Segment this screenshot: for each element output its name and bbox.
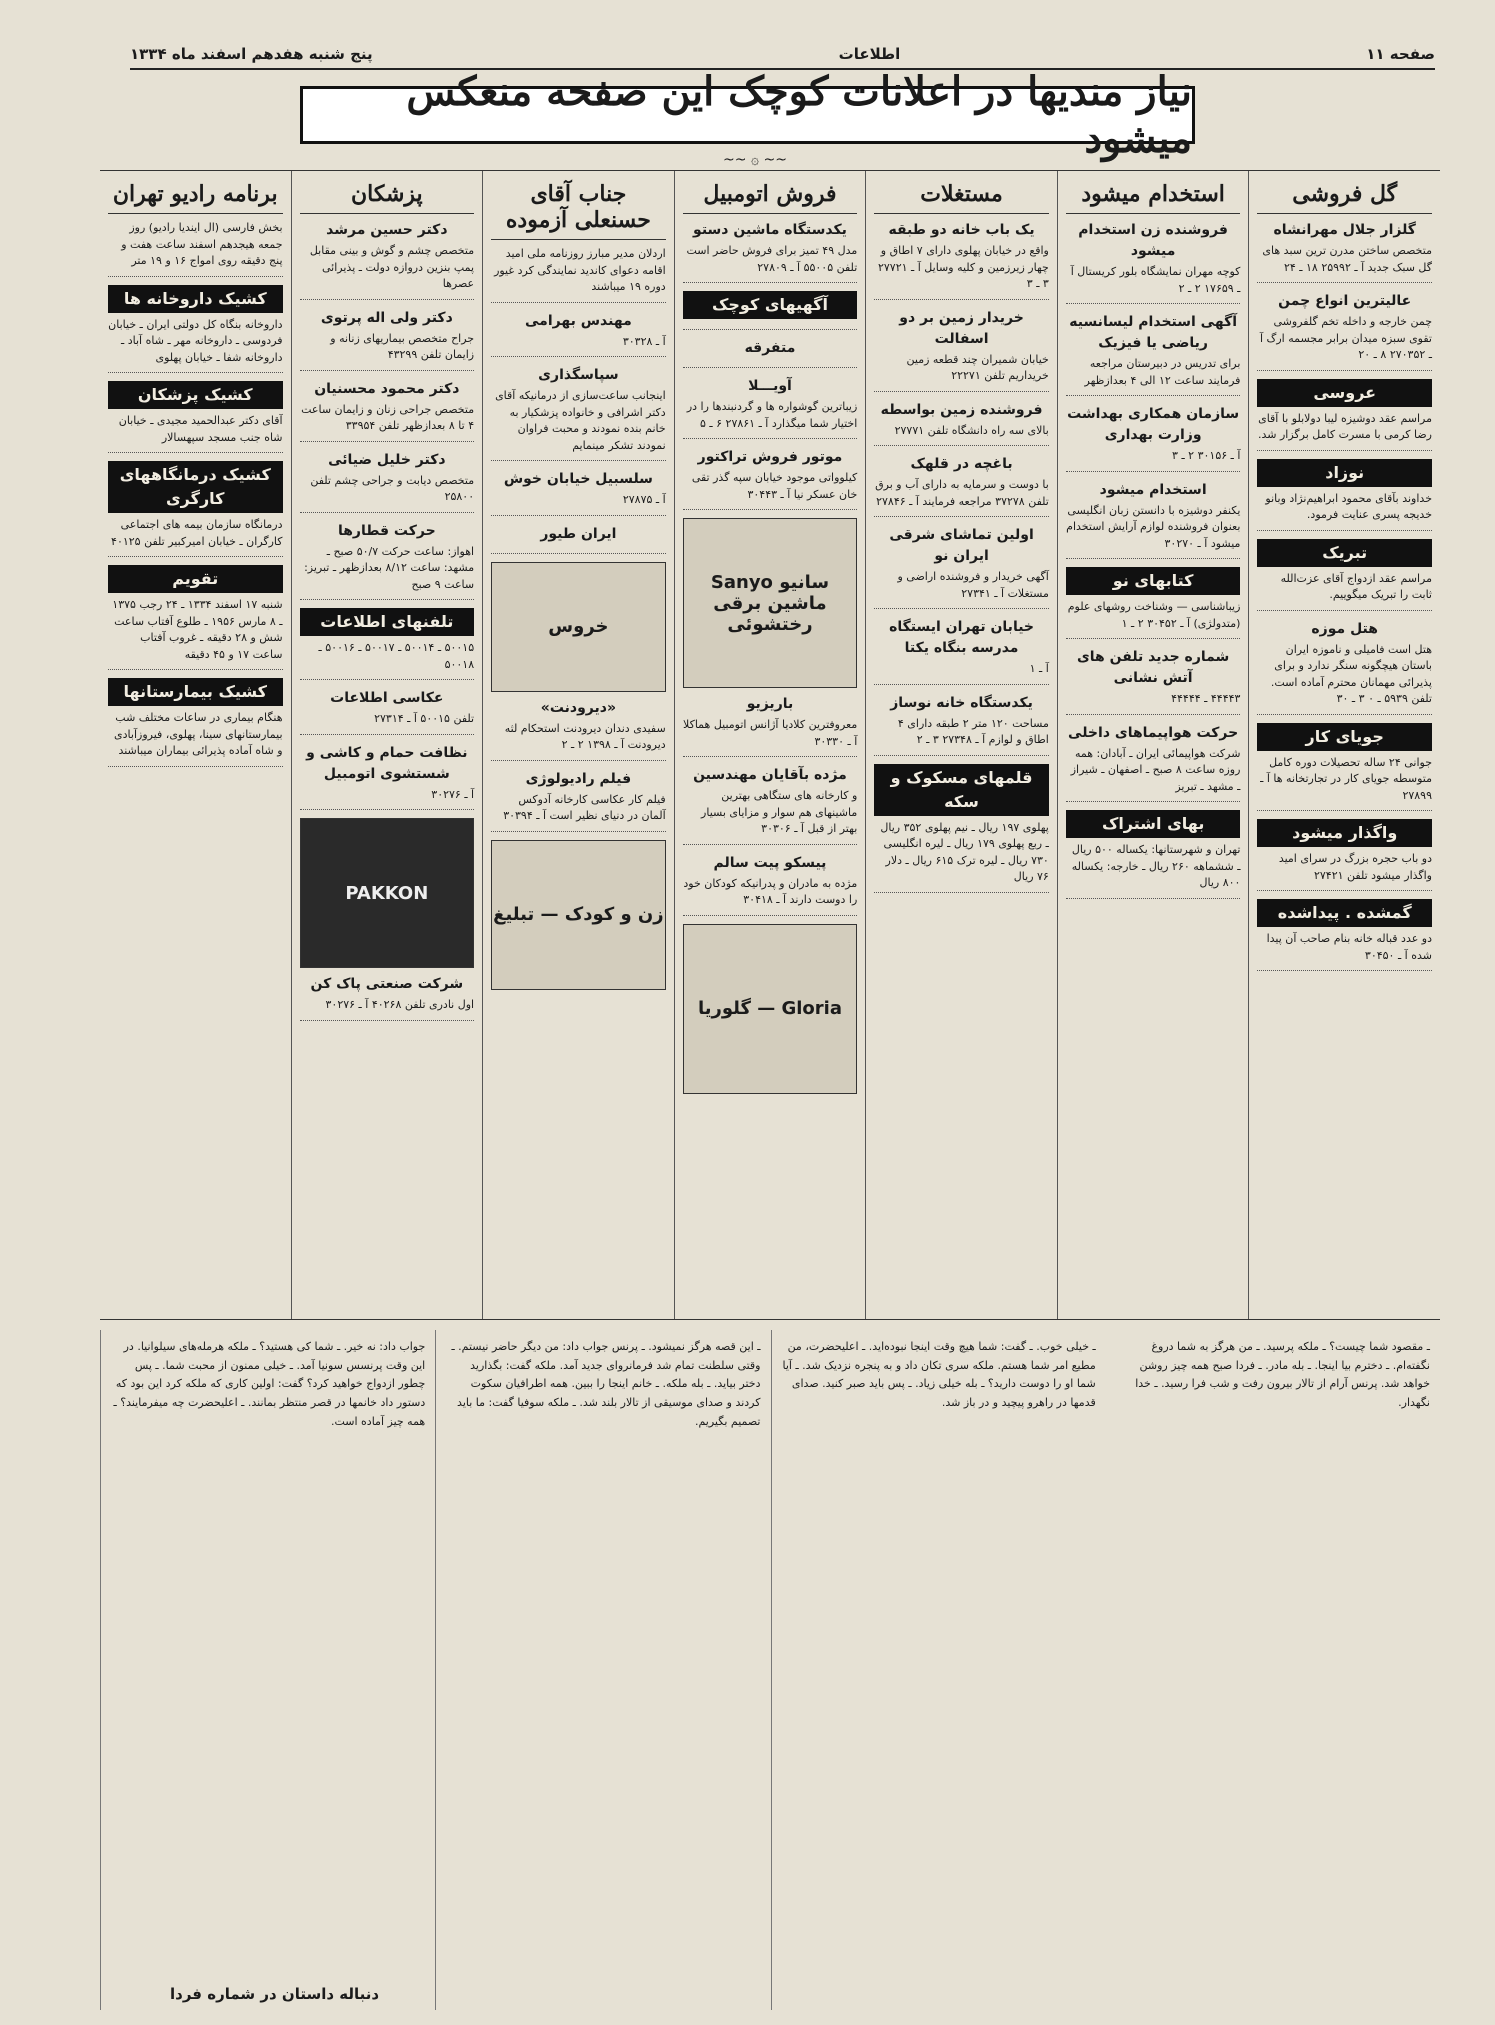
ad-text: آقای دکتر عبدالحمید مجیدی ـ خیابان شاه جنب مسجد سپهسالار	[118, 414, 283, 444]
classified-ad	[1066, 480, 1241, 560]
ad-heading: موتور فروش تراکتور	[697, 449, 843, 465]
classified-ad	[108, 220, 283, 277]
page-number: صفحه ۱۱	[1366, 45, 1435, 63]
classified-ad	[300, 974, 475, 1021]
ad-heading: فروشنده زمین بواسطه	[880, 401, 1043, 418]
paper-name: اطلاعات	[838, 45, 901, 63]
ad-section-heading: کشیک بیمارستانها	[108, 678, 283, 706]
ad-heading: دکتر ولی اله پرتوی	[320, 309, 453, 326]
ad-heading: سلسبیل خیابان خوش	[503, 471, 653, 487]
column-title: گل فروشی	[1257, 177, 1432, 214]
classified-ad	[300, 220, 475, 300]
ad-heading: سازمان همکاری بهداشت وزارت بهداری	[1067, 406, 1240, 443]
ad-illustration: PAKKON	[300, 818, 475, 968]
column-1	[1057, 171, 1249, 1319]
classified-ad	[1257, 539, 1432, 611]
classified-ad	[491, 246, 666, 303]
classified-ad	[108, 461, 283, 557]
ad-heading: باغچه در قلهک	[910, 456, 1013, 472]
ad-text: ۴۴۴۴۳ ـ ۴۴۴۴۴	[1171, 692, 1241, 705]
ad-heading: آگهی استخدام لیسانسیه ریاضی یا فیزیک	[1069, 314, 1238, 351]
classified-ad	[1257, 220, 1432, 283]
ornament-divider: ~~ ۞ ~~	[722, 152, 788, 168]
ad-text: متخصص ساختن مدرن ترین سبد های گل سبک جدید آ ـ ۲۵۹۹۲ ۱۸ ـ ۲۴	[1262, 244, 1432, 274]
classified-ad	[874, 693, 1049, 756]
column-title: برنامه رادیو تهران	[108, 177, 283, 214]
column-0	[1248, 171, 1440, 1319]
ad-section-heading: آگهیهای کوچک	[683, 291, 858, 319]
ad-heading: سپاسگذاری	[538, 367, 619, 383]
classified-ad	[683, 694, 858, 757]
classified-ad	[300, 608, 475, 680]
ad-section-heading: کشیک پزشکان	[108, 381, 283, 409]
ad-text: برای تدریس در دبیرستان مراجعه فرمایند ساعت ۱۲ الی ۴ بعدازظهر	[1084, 357, 1241, 387]
ad-heading: هتل موزه	[1311, 620, 1378, 637]
ad-text: مدل ۴۹ تمیز برای فروش حاضر است تلفن ۵۵۰۰۵ آ ـ ۲۷۸۰۹	[686, 244, 858, 274]
ad-text: تهران و شهرستانها: یکساله ۵۰۰ ریال ـ ششماهه ۲۶۰ ریال ـ خارجه: یکساله ۸۰۰ ریال	[1071, 843, 1241, 889]
column-title: فروش اتومبیل	[683, 177, 858, 214]
column-title: استخدام میشود	[1066, 177, 1241, 214]
ad-heading: یکدستگاه خانه نوساز	[890, 694, 1033, 711]
classified-ad	[683, 220, 858, 283]
ad-text: پهلوی ۱۹۷ ریال ـ نیم پهلوی ۳۵۲ ریال ـ ربع پهلوی ۱۷۹ ریال ـ لیره انگلیسی ۷۳۰ ریال ـ لیره ترک ۶۱۵ ریال ـ دلار ۷۶ ریال	[880, 820, 1049, 883]
ad-section-heading: واگذار میشود	[1257, 819, 1432, 847]
ad-text: شنبه ۱۷ اسفند ۱۳۳۴ ـ ۲۴ رجب ۱۳۷۵ ـ ۸ مارس ۱۹۵۶ ـ طلوع آفتاب ساعت شش و ۲۸ دقیقه ـ غروب آفتاب ساعت ۱۷ و ۴۵ دقیقه	[112, 598, 283, 661]
classified-ad	[1066, 312, 1241, 396]
ad-heading: پیسکو پیت سالم	[713, 854, 827, 871]
ad-text: چمن خارجه و داخله تخم گلفروشی تقوی سبزه میدان برابر مجسمه ارگ آ ـ ۲۷۰۳۵۲ ۸ ـ ۲۰	[1259, 315, 1432, 361]
ad-text: بخش فارسی (ال ایندیا رادیو) روز جمعه هیجدهم اسفند ساعت هفت و پنج دقیقه روی امواج ۱۶ و ۱۹ متر	[121, 221, 283, 267]
ad-heading: عکاسی اطلاعات	[330, 690, 444, 706]
classified-ad	[108, 285, 283, 374]
ad-heading: شماره جدید تلفن های آتش نشانی	[1076, 649, 1230, 686]
ad-text: مژده به مادران و پدرانیکه کودکان خود را دوست دارند آ ـ ۳۰۴۱۸	[683, 876, 858, 906]
ad-text: اردلان مدیر مبارز روزنامه ملی امید اقامه دعوای کاندید نمایندگی کرد غیور دوره ۱۹ میباشند	[494, 247, 666, 293]
ad-text: جراح متخصص بیماریهای زنانه و زایمان تلفن ۴۳۲۹۹	[330, 331, 475, 361]
column-4	[482, 171, 674, 1319]
ad-text: آ ـ ۱	[1029, 662, 1049, 675]
classified-ad	[300, 308, 475, 371]
ad-heading: دکتر خلیل ضیائی	[328, 451, 446, 468]
ad-text: خداوند بآقای محمود ابراهیم‌نژاد وبانو خدیجه پسری عنایت فرمود.	[1265, 491, 1432, 521]
ad-heading: یک باب خانه دو طبقه	[888, 222, 1035, 238]
classified-ad	[300, 450, 475, 513]
ad-text: آ ـ ۳۰۱۵۶ ۲ ـ ۳	[1172, 449, 1241, 462]
classified-ad	[491, 365, 666, 461]
ad-heading: فیلم رادیولوژی	[525, 770, 632, 787]
ad-section-heading: گمشده . پیداشده	[1257, 899, 1432, 927]
column-5	[291, 171, 483, 1319]
ad-heading: حرکت قطارها	[337, 522, 436, 539]
classified-ad	[683, 765, 858, 845]
ad-text: تلفن ۵۰۰۱۵ آ ـ ۲۷۳۱۴	[374, 712, 475, 725]
classified-ad	[1257, 619, 1432, 715]
ad-heading: باریزیو	[746, 696, 794, 712]
classified-ad	[874, 525, 1049, 609]
classified-ad	[108, 565, 283, 670]
ad-heading: اولین تماشای شرقی ایران نو	[889, 527, 1034, 564]
ad-section-heading: عروسی	[1257, 379, 1432, 407]
ad-heading: شرکت صنعتی پاک کن	[310, 976, 464, 992]
ad-text: مراسم عقد دوشیزه لیبا دولابلو با آقای رضا کرمی با مسرت کامل برگزار شد.	[1258, 411, 1432, 441]
ad-heading: دکتر محمود محسنیان	[314, 380, 460, 397]
ad-heading: فروشنده زن استخدام میشود	[1078, 222, 1228, 259]
ad-text: متخصص چشم و گوش و بینی مقابل پمپ بنزین دروازه دولت ـ پذیرائی عصرها	[309, 244, 475, 290]
classified-ad	[874, 764, 1049, 893]
classified-ad	[491, 524, 666, 554]
classified-ad	[1066, 220, 1241, 304]
page-header	[130, 40, 1435, 70]
ad-text: جوانی ۲۴ ساله تحصیلات دوره کامل متوسطه جویای کار در تجارتخانه ها آ ـ ۲۷۸۹۹	[1260, 755, 1432, 802]
ad-text: هتل است فامیلی و ناموزه ایران باستان هیچگونه سنگر ندارد و برای پذیرائی مهمانان محترم آماده است. تلفن ۵۹۳۹ ـ ۰ ۳ ـ ۳۰	[1270, 642, 1432, 705]
ad-text: فیلم کار عکاسی کارخانه آدوکس آلمان در دنیای نظیر است آ ـ ۳۰۳۹۴	[503, 792, 666, 822]
column-title: مستغلات	[874, 177, 1049, 214]
column-6	[100, 171, 291, 1319]
ad-text: آگهی خریدار و فروشنده اراضی و مستغلات آ ـ ۲۷۳۴۱	[897, 570, 1049, 600]
classified-ad	[874, 400, 1049, 447]
ad-section-heading: تلفنهای اطلاعات	[300, 608, 475, 636]
classified-ad	[491, 469, 666, 516]
ad-heading: خریدار زمین بر دو اسفالت	[899, 309, 1024, 347]
ad-text: یکنفر دوشیزه با دانستن زبان انگلیسی بعنوان فروشنده لوازم آرایش استخدام میشود آ ـ ۳۰۲۷۰	[1066, 503, 1241, 550]
classified-ad	[1066, 647, 1241, 715]
classified-ad	[1066, 567, 1241, 639]
ad-text: اهواز: ساعت حرکت ۵۰/۷ صبح ـ مشهد: ساعت ۸/۱۲ بعدازظهر ـ تبریز: ساعت ۹ صبح	[304, 544, 475, 591]
classified-ad	[683, 853, 858, 916]
classified-ad	[683, 447, 858, 510]
classified-ad	[1257, 819, 1432, 891]
classified-ad	[300, 743, 475, 811]
column-title: جناب آقای حسنعلی آزموده	[491, 177, 666, 240]
ad-text: معروفترین کلادیا آژانس اتومبیل هماکلا آ ـ ۳۰۳۳۰	[683, 718, 858, 748]
classified-ad	[1257, 723, 1432, 812]
classified-ad	[874, 308, 1049, 392]
ad-section-heading: بهای اشتراک	[1066, 810, 1241, 838]
classified-ad	[1257, 899, 1432, 971]
ad-section-heading: تبریک	[1257, 539, 1432, 567]
ad-text: واقع در خیابان پهلوی دارای ۷ اطاق و چهار زیرزمین و کلیه وسایل آ ـ ۲۷۷۲۱ ۳ ـ ۳	[877, 244, 1049, 290]
ad-heading: حرکت هواپیماهای داخلی	[1068, 724, 1239, 741]
ad-text: با دوست و سرمایه به دارای آب و برق تلفن ۳۷۲۷۸ مراجعه فرمایند آ ـ ۲۷۸۴۶	[875, 478, 1049, 508]
classified-ad	[1066, 723, 1241, 803]
classified-ad	[300, 688, 475, 735]
ad-text: درمانگاه سازمان بیمه های اجتماعی کارگران ـ خیابان امیرکبیر تلفن ۴۰۱۲۵	[111, 518, 283, 548]
classified-ad	[300, 521, 475, 601]
ad-text: و کارخانه های ستگاهی بهترین ماشینهای هم سوار و مزایای بسیار بهتر از قبل آ ـ ۳۰۳۰۶	[701, 789, 858, 835]
column-3	[674, 171, 866, 1319]
ad-text: ۵۰۰۱۵ ـ ۵۰۰۱۴ ـ ۵۰۰۱۷ ـ ۵۰۰۱۶ ـ ۵۰۰۱۸	[318, 641, 475, 671]
ad-text: دو باب حجره بزرگ در سرای امید واگذار میشود تلفن ۲۷۴۲۱	[1278, 852, 1432, 882]
column-title: پزشکان	[300, 177, 475, 214]
ad-illustration: Gloria — گلوریا	[683, 924, 858, 1094]
ad-heading: نظافت حمام و کاشی و شستشوی اتومبیل	[306, 744, 468, 782]
ad-heading: خیابان تهران ایستگاه مدرسه بنگاه یکتا	[889, 619, 1035, 656]
ad-section-heading: جویای کار	[1257, 723, 1432, 751]
ad-heading: «دیرودنت»	[540, 699, 616, 716]
classified-ad	[1257, 379, 1432, 451]
ad-section-heading: کتابهای نو	[1066, 567, 1241, 595]
classified-ad	[300, 379, 475, 442]
issue-date: پنج شنبه هفدهم اسفند ماه ۱۳۳۴	[130, 45, 373, 63]
ad-text: خیابان شمیران چند قطعه زمین خریداریم تلفن ۲۲۲۷۱	[906, 352, 1049, 382]
ad-text: آ ـ ۲۷۸۷۵	[622, 493, 666, 506]
classified-ad	[874, 220, 1049, 300]
ad-text: مساحت ۱۲۰ متر ۲ طبقه دارای ۴ اطاق و لوازم آ ـ ۲۷۳۴۸ ۳ ـ ۲	[897, 716, 1049, 746]
ad-text: آ ـ ۳۰۳۲۸	[622, 334, 666, 348]
serial-story	[100, 1330, 1440, 2010]
story-column-0: جواب داد: نه خیر. ـ شما کی هستید؟ ـ ملکه هرمله‌های سیلوانیا. در این وقت پرنسس سونیا آمد. ـ خیلی ممنون از محبت شما. ـ پس چطور ازدواج خواهید کرد؟ گفت: اولین کاری که ملکه کرد این بود که دستور داد خانمها در قصر منتظر بمانند. ـ اعلیحضرت چه میفرمایند؟ ـ همه چیز آماده است.	[100, 1330, 435, 2010]
classified-ad	[874, 617, 1049, 685]
ad-heading: مهندس بهرامی	[525, 312, 632, 329]
ad-section-heading: تقویم	[108, 565, 283, 593]
ad-text: سفیدی دندان دیرودنت استحکام لثه دیرودنت آ ـ ۱۳۹۸ ۲ ـ ۲	[504, 721, 666, 751]
ad-text: اول نادری تلفن ۴۰۲۶۸ آ ـ ۳۰۲۷۶	[325, 998, 475, 1011]
ad-text: آ ـ ۳۰۲۷۶	[431, 787, 475, 801]
ad-text: زیباشناسی — وشناخت روشهای علوم (متدولژی) آ ـ ۳۰۴۵۲ ۲ ـ ۱	[1067, 600, 1241, 630]
ad-text: متخصص دیابت و جراحی چشم تلفن ۲۵۸۰۰	[310, 473, 475, 503]
ad-section-heading: کشیک داروخانه ها	[108, 285, 283, 313]
ad-section-heading: قلمهای مسکوک و سکه	[874, 764, 1049, 816]
ad-section-heading: نوزاد	[1257, 459, 1432, 487]
classified-ad	[683, 376, 858, 439]
classified-columns	[100, 170, 1440, 1320]
ad-text: کیلوواتی موجود خیابان سپه گذر تقی خان عسکر نیا آ ـ ۳۰۴۴۳	[691, 471, 858, 501]
ad-section-heading: کشیک درمانگاههای کارگری	[108, 461, 283, 513]
ad-illustration: زن و کودک — تبلیغ	[491, 840, 666, 990]
ad-text: اینجانب ساعت‌سازی از درمانیکه آقای دکتر اشرافی و خانواده پزشکیار به خانم بنده نمودند و محبت فراوان نمودند تشکر مینمایم	[495, 389, 666, 452]
ad-text: دو عدد قباله خانه بنام صاحب آن پیدا شده آ ـ ۳۰۴۵۰	[1266, 932, 1432, 962]
ad-text: کوچه مهران نمایشگاه بلور کریستال آ ـ ۱۷۶۵۹ ۲ ـ ۲	[1070, 265, 1241, 295]
ad-text: شرکت هواپیمائی ایران ـ آبادان: همه روزه ساعت ۸ صبح ـ اصفهان ـ شیراز ـ مشهد ـ تبریز	[1070, 746, 1241, 793]
column-2	[865, 171, 1057, 1319]
classified-ad	[1066, 810, 1241, 899]
classified-banner: نیاز مندیها در اعلانات کوچک این صفحه منعکس میشود	[300, 86, 1195, 144]
ad-heading: ایران طیور	[540, 525, 617, 542]
ad-text: متخصص جراحی زنان و زایمان ساعت ۴ تا ۸ بعدازظهر تلفن ۳۳۹۵۴	[301, 402, 475, 432]
ad-text: بالای سه راه دانشگاه تلفن ۲۷۷۷۱	[894, 423, 1049, 437]
ad-heading: مژده بآقایان مهندسین	[693, 767, 847, 783]
ad-text: هنگام بیماری در ساعات مختلف شب بیمارستانهای سینا، پهلوی، فیروزآبادی و شاه آماده پذیرائی بیماران میباشند	[114, 711, 283, 757]
classified-ad	[1257, 291, 1432, 371]
classified-ad	[491, 311, 666, 358]
ad-text: مراسم عقد ازدواج آقای عزت‌الله ثابت را تبریک میگوییم.	[1280, 571, 1432, 601]
classified-ad	[108, 381, 283, 453]
classified-ad	[1257, 459, 1432, 531]
classified-ad	[108, 678, 283, 767]
classified-ad	[683, 291, 858, 330]
ad-heading: عالیترین انواع چمن	[1278, 293, 1412, 309]
story-column-3: ـ مقصود شما چیست؟ ـ ملکه پرسید. ـ من هرگز به شما دروغ نگفته‌ام. ـ دخترم بیا اینجا. ـ بله مادر. ـ فردا صبح همه چیز روشن خواهد شد. پرنس آرام از تالار بیرون رفت و شب فرا رسید. ـ خدا نگهدار.	[1135, 1340, 1430, 1410]
ad-illustration: خروس	[491, 562, 666, 692]
ad-text: داروخانه بنگاه کل دولتی ایران ـ خیابان فردوسی ـ داروخانه مهر ـ شاه آباد ـ داروخانه شفا ـ خیابان پهلوی	[108, 317, 283, 364]
story-continuation: دنباله داستان در شماره فردا	[170, 1985, 380, 2003]
ad-heading: یکدستگاه ماشین دستو	[693, 222, 847, 238]
ad-illustration: سانیو Sanyo ماشین برقی رختشوئی	[683, 518, 858, 688]
classified-ad	[683, 338, 858, 368]
classified-ad	[874, 454, 1049, 517]
story-column-1: ـ این قصه هرگز نمیشود. ـ پرنس جواب داد: من دیگر حاضر نیستم. ـ وقتی سلطنت تمام شد فرمانروای جدید آمد. ملکه گفت: بگذارید دختر بیاید. ـ بله ملکه. ـ خانم اینجا را ببین. همه اطرافیان سکوت کردند و صدای موسیقی از تالار بلند شد. ـ ملکه سوفیا گفت: ما باید تصمیم بگیریم.	[435, 1330, 770, 2010]
classified-ad	[491, 769, 666, 832]
story-column-2: ـ خیلی خوب. ـ گفت: شما هیچ وقت اینجا نبوده‌اید. ـ اعلیحضرت، من مطیع امر شما هستم. ملکه سری تکان داد و به پنجره نزدیک شد. ـ آیا شما او را دوست دارید؟ ـ بله خیلی زیاد. ـ پس باید صبر کنید. صدای قدمها در راهرو پیچید و در باز شد.	[771, 1330, 1106, 2010]
classified-ad	[491, 698, 666, 761]
ad-heading: متفرقه	[744, 340, 796, 356]
ad-heading: دکتر حسین مرشد	[326, 222, 448, 238]
ad-heading: گلزار جلال مهرانشاه	[1273, 222, 1416, 238]
classified-ad	[1066, 404, 1241, 472]
ad-heading: استخدام میشود	[1099, 481, 1207, 498]
ad-heading: آویـــلا	[748, 378, 792, 394]
ad-text: زیباترین گوشواره ها و گردنبندها را در اختیار شما میگذارد آ ـ ۲۷۸۶۱ ۶ ـ ۵	[686, 400, 858, 430]
